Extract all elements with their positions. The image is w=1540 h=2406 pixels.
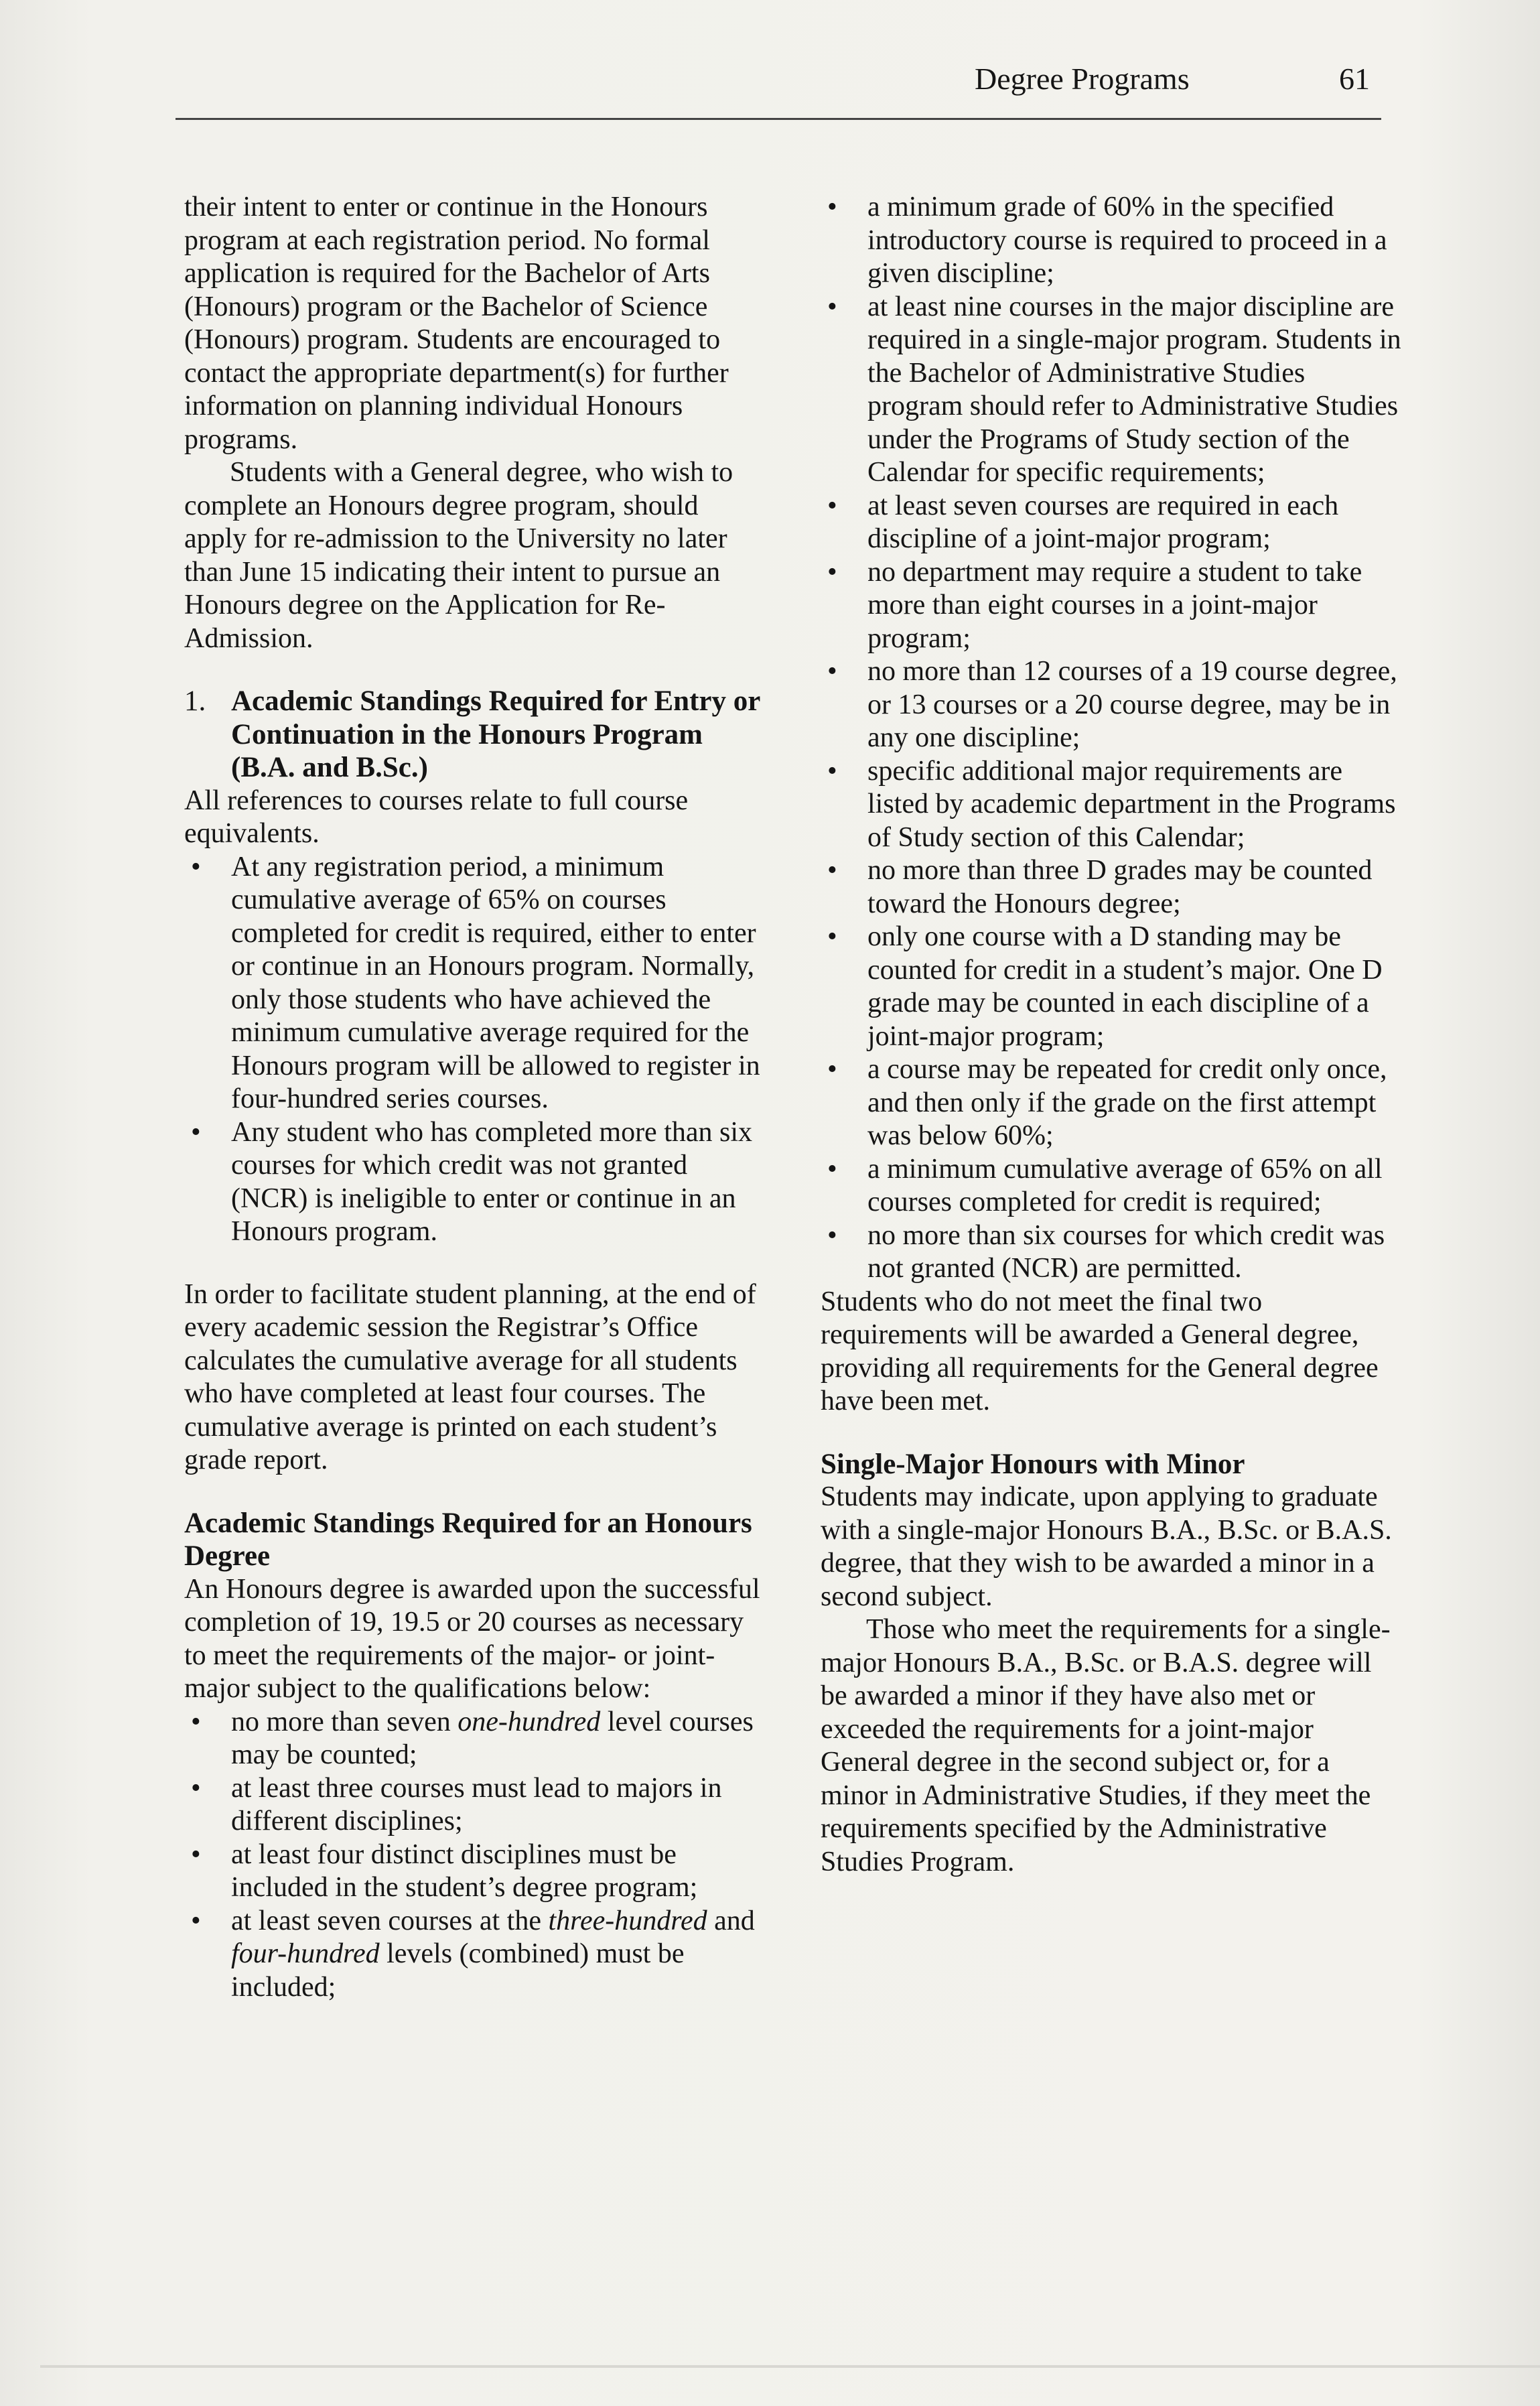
header-rule — [176, 118, 1381, 120]
paragraph: Students who do not meet the final two requirements will be awarded a General degree, providing all requirements for the General degree have been met. — [821, 1286, 1379, 1416]
list-item-text: at least nine courses in the major discipline are required in a single-major program. Students in the Bachelor of Administrative Studies program should refer to Administrative Studies under the Programs of Study section of the Calendar for specific requirements; — [867, 291, 1401, 488]
right-column — [821, 191, 1403, 1879]
emphasis: three-hundred — [548, 1905, 707, 1936]
list-item-text: a minimum grade of 60% in the specified introductory course is required to proceed in a given discipline; — [867, 192, 1387, 289]
list-item — [184, 851, 767, 1116]
bullet-icon: • — [191, 851, 201, 882]
paragraph: their intent to enter or continue in the Honours program at each registration period. No formal application is required for the Bachelor of Arts (Honours) program or the Bachelor of Science (Honours) program. Students are encouraged to contact the appropriate department(s) for further information on planning individual Honours programs. — [184, 192, 729, 455]
list-item — [821, 1153, 1403, 1219]
list-item — [821, 291, 1403, 490]
list-item — [184, 1772, 767, 1839]
section-number: 1. — [184, 685, 206, 717]
list-item-text: Any student who has completed more than six courses for which credit was not granted ( — [231, 1116, 753, 1214]
list-item — [821, 655, 1403, 755]
spacer — [184, 655, 767, 685]
header-title: Degree Programs — [975, 62, 1190, 96]
list-item — [821, 490, 1403, 556]
bullet-icon: • — [191, 1706, 201, 1737]
emphasis: four-hundred — [231, 1938, 380, 1969]
list-item-text: no more than 12 courses of a 19 course degree, or 13 courses or a 20 course degree, may be in any one discipline; — [867, 656, 1397, 753]
running-header — [975, 52, 1383, 106]
bullet-icon: • — [827, 556, 837, 588]
list-item-text: a minimum cumulative average of 65% on all courses completed for credit is required; — [867, 1153, 1383, 1217]
bullet-icon: • — [827, 291, 837, 322]
section-heading: Academic Standings Required for an Honours Degree — [184, 1507, 752, 1572]
bullet-icon: • — [191, 1116, 201, 1148]
list-item — [821, 191, 1403, 291]
list-item-text: At any registration period, a minimum cumulative average of 65% on courses completed for credit is required, either to enter or continue in an Honours program. Normally, only those students who have achieved the minimum cumulative average required for the Honours program will be allowed to register in four-hundred series courses. — [231, 851, 760, 1114]
list-item-text: no more than six courses for which credit was not granted ( — [867, 1219, 1385, 1284]
list-item-text: and — [707, 1905, 755, 1936]
section-heading — [184, 685, 767, 785]
paragraph: An Honours degree is awarded upon the successful completion of 19, 19.5 or 20 courses as necessary to meet the requirements of the major- or joint-major subject to the qualifications below: — [184, 1573, 760, 1704]
list-item-text: no more than seven — [231, 1706, 458, 1737]
bullet-icon: • — [191, 1905, 201, 1936]
list-item-text: no department may require a student to take more than eight courses in a joint-major program; — [867, 556, 1362, 654]
list-item — [821, 921, 1403, 1053]
bullet-icon: • — [827, 1054, 837, 1085]
list-item — [821, 854, 1403, 921]
list-item — [821, 556, 1403, 656]
list-item-text: level courses may be counted; — [231, 1706, 754, 1770]
list-item-text: levels (combined) must be included; — [231, 1938, 685, 2003]
spacer — [821, 1418, 1403, 1448]
emphasis: one-hundred — [458, 1706, 601, 1737]
bullet-icon: • — [191, 1839, 201, 1870]
bullet-icon: • — [827, 1153, 837, 1185]
paragraph: Students may indicate, upon applying to graduate with a single-major Honours B.A., B.Sc. or B.A.S. degree, that they wish to be awarded a minor in a second subject. — [821, 1481, 1392, 1612]
spacer — [184, 1249, 767, 1278]
bullet-list — [184, 851, 767, 1249]
list-item-text: specific additional major requirements are listed by academic department in the Programs of Study section of this Calendar; — [867, 755, 1396, 853]
list-item-text: ) are permitted. — [1068, 1253, 1242, 1284]
bullet-list — [184, 1706, 767, 2005]
paragraph: Students with a General degree, who wish to complete an Honours degree program, should apply for re-admission to the University no later than June 15 indicating their intent to pursue an Honours degree on the Application for Re-Admission. — [184, 457, 733, 654]
paragraph: All references to courses relate to full course equivalents. — [184, 785, 689, 849]
bullet-icon: • — [827, 1219, 837, 1251]
list-item — [184, 1116, 767, 1249]
list-item — [821, 1219, 1403, 1286]
bullet-list — [821, 191, 1403, 1286]
section-title: Academic Standings Required for Entry or Continuation in the Honours Program (B.A. and B.Sc.) — [231, 685, 760, 783]
list-item-text: at least seven courses at the — [231, 1905, 549, 1936]
list-item — [821, 755, 1403, 855]
abbreviation: NCR — [1011, 1253, 1069, 1284]
bullet-icon: • — [827, 490, 837, 521]
list-item-text: only one course with a D standing may be counted for credit in a student’s major. One D grade may be counted in each discipline of a joint-major program; — [867, 921, 1383, 1052]
paragraph: In order to facilitate student planning, at the end of every academic session the Registrar’s Office calculates the cumulative average for all students who have completed at least four courses. The cumulative average is printed on each student’s grade report. — [184, 1278, 756, 1475]
list-item — [184, 1839, 767, 1905]
list-item-text: at least four distinct disciplines must be included in the student’s degree program; — [231, 1839, 698, 1903]
list-item-text: at least seven courses are required in each discipline of a joint-major program; — [867, 490, 1339, 554]
list-item-text: at least three courses must lead to majors in different disciplines; — [231, 1772, 722, 1836]
list-item — [821, 1053, 1403, 1153]
list-item-text: ) is ineligible to enter or continue in an Honours program. — [231, 1183, 736, 1247]
bullet-icon: • — [827, 855, 837, 886]
section-heading: Single-Major Honours with Minor — [821, 1448, 1245, 1480]
spacer — [184, 1477, 767, 1507]
page-bottom-edge — [40, 2365, 1540, 2368]
bullet-icon: • — [827, 755, 837, 787]
page-number: 61 — [1339, 62, 1370, 96]
abbreviation: NCR — [240, 1183, 299, 1214]
left-column — [184, 191, 767, 2004]
paragraph: Those who meet the requirements for a single-major Honours B.A., B.Sc. or B.A.S. degree will be awarded a minor if they have also met or exceeded the requirements for a joint-major General degree in the second subject or, for a minor in Administrative Studies, if they meet the requirements specified by the Administrative Studies Program. — [821, 1614, 1391, 1877]
list-item — [184, 1706, 767, 1772]
bullet-icon: • — [827, 656, 837, 687]
list-item-text: no more than three D grades may be counted toward the Honours degree; — [867, 855, 1373, 919]
bullet-icon: • — [191, 1772, 201, 1804]
list-item — [184, 1905, 767, 2005]
list-item-text: a course may be repeated for credit only once, and then only if the grade on the first attempt was below 60%; — [867, 1054, 1387, 1151]
bullet-icon: • — [827, 192, 837, 222]
bullet-icon: • — [827, 921, 837, 952]
